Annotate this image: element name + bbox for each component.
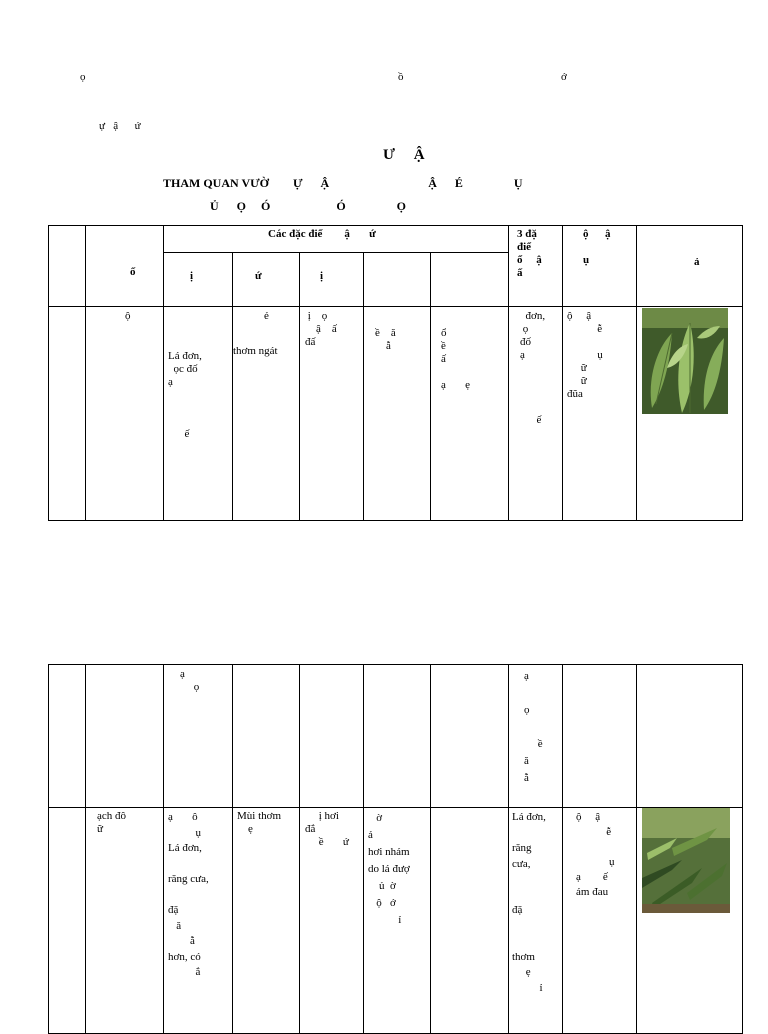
col-line	[299, 664, 300, 1034]
col-line	[430, 252, 431, 521]
row-1-col-5: ị ọ ậ ấ đấ	[305, 310, 337, 348]
table-2-row-divider	[48, 807, 743, 808]
row-1-col-4-b: thơm ngát	[233, 345, 278, 357]
header-fragment-1: ọ	[80, 71, 86, 83]
table-1-border	[48, 225, 743, 521]
header-col-5: ị	[320, 270, 324, 282]
col-line	[163, 664, 164, 1034]
row-1-col-8: đơn, ọ đố ạ ế	[520, 310, 546, 426]
row-2-col-3: ạ ô ụ Lá đơn, răng cưa, đặ ă ẵ hơn, có ắ	[168, 811, 209, 978]
col-line	[85, 225, 86, 521]
col-line	[508, 225, 509, 521]
col-line	[562, 664, 563, 1034]
col-line	[430, 664, 431, 1034]
row-1-col-4-a: ẻ	[264, 310, 269, 322]
col-line	[363, 664, 364, 1034]
row-2-col-8: Lá đơn, răng cưa, đặ thơm ẹ ỉ	[512, 811, 546, 994]
col-line	[636, 225, 637, 521]
row-2-col-9: ộ ậ ễ ụ ạ ế ám đau	[576, 811, 615, 898]
row-cont-col-8: ạ ọ ề ă ẵ	[524, 670, 543, 784]
col-line	[232, 252, 233, 521]
header-col-10: ả	[694, 256, 700, 268]
col-line	[636, 664, 637, 1034]
col-line	[85, 664, 86, 1034]
header-group-label: Các đặc điể ậ ứ	[268, 228, 376, 240]
row-1-col-9: ộ ậ ễ ụ ữ ữ đũa	[567, 310, 603, 400]
plant-photo-leaves-icon	[642, 808, 730, 913]
col-line	[232, 664, 233, 1034]
row-2-col-4: Mùi thơm ẹ	[237, 810, 282, 835]
page-subtitle-2: Ủ Ọ Ó Ó Ọ	[210, 199, 407, 213]
plant-photo	[642, 808, 730, 913]
col-line	[299, 252, 300, 521]
plant-photo	[642, 308, 728, 414]
header-col-9: ộ ậ ụ	[583, 228, 611, 266]
row-1-col-7: ổ ề ấ ạ ẹ	[441, 327, 471, 391]
header-fragment-2: ồ	[398, 71, 404, 83]
row-2-col-6: ờ ả hơi nhám do lá đượ ủ ờ ộ ớ ỉ	[368, 812, 410, 926]
header-col-4: ứ	[255, 270, 262, 282]
row-1-col-3: Lá đơn, ọc đố ạ ế	[168, 350, 202, 440]
plant-photo-leaves-icon	[642, 308, 728, 414]
header-fragment-3: ớ	[561, 71, 567, 83]
row-1-col-2: ộ	[125, 310, 131, 322]
page-subtitle: THAM QUAN VƯỜ Ự Ậ Ậ É Ụ	[163, 176, 523, 190]
row-cont-col-3: ạ ọ	[180, 668, 200, 693]
col-line	[363, 252, 364, 521]
col-line	[508, 664, 509, 1034]
col-line	[562, 225, 563, 521]
row-2-col-2: ạch đô ữ	[97, 810, 127, 835]
table-1-group-divider	[164, 252, 509, 253]
header-col-8: 3 đặ điể ổ ậ ấ	[517, 228, 542, 279]
table-1-header-divider	[48, 306, 743, 307]
row-2-col-5: ị hơi đắ ề ứ	[305, 810, 349, 848]
col-line	[163, 225, 164, 521]
header-col-3: ị	[190, 270, 194, 282]
header-col-2: ố	[130, 266, 136, 278]
page-title: Ư Ậ	[383, 147, 425, 163]
header-line-2: ự ậ ứ	[99, 120, 141, 132]
row-1-col-6: ề ă ẫ	[375, 327, 396, 352]
